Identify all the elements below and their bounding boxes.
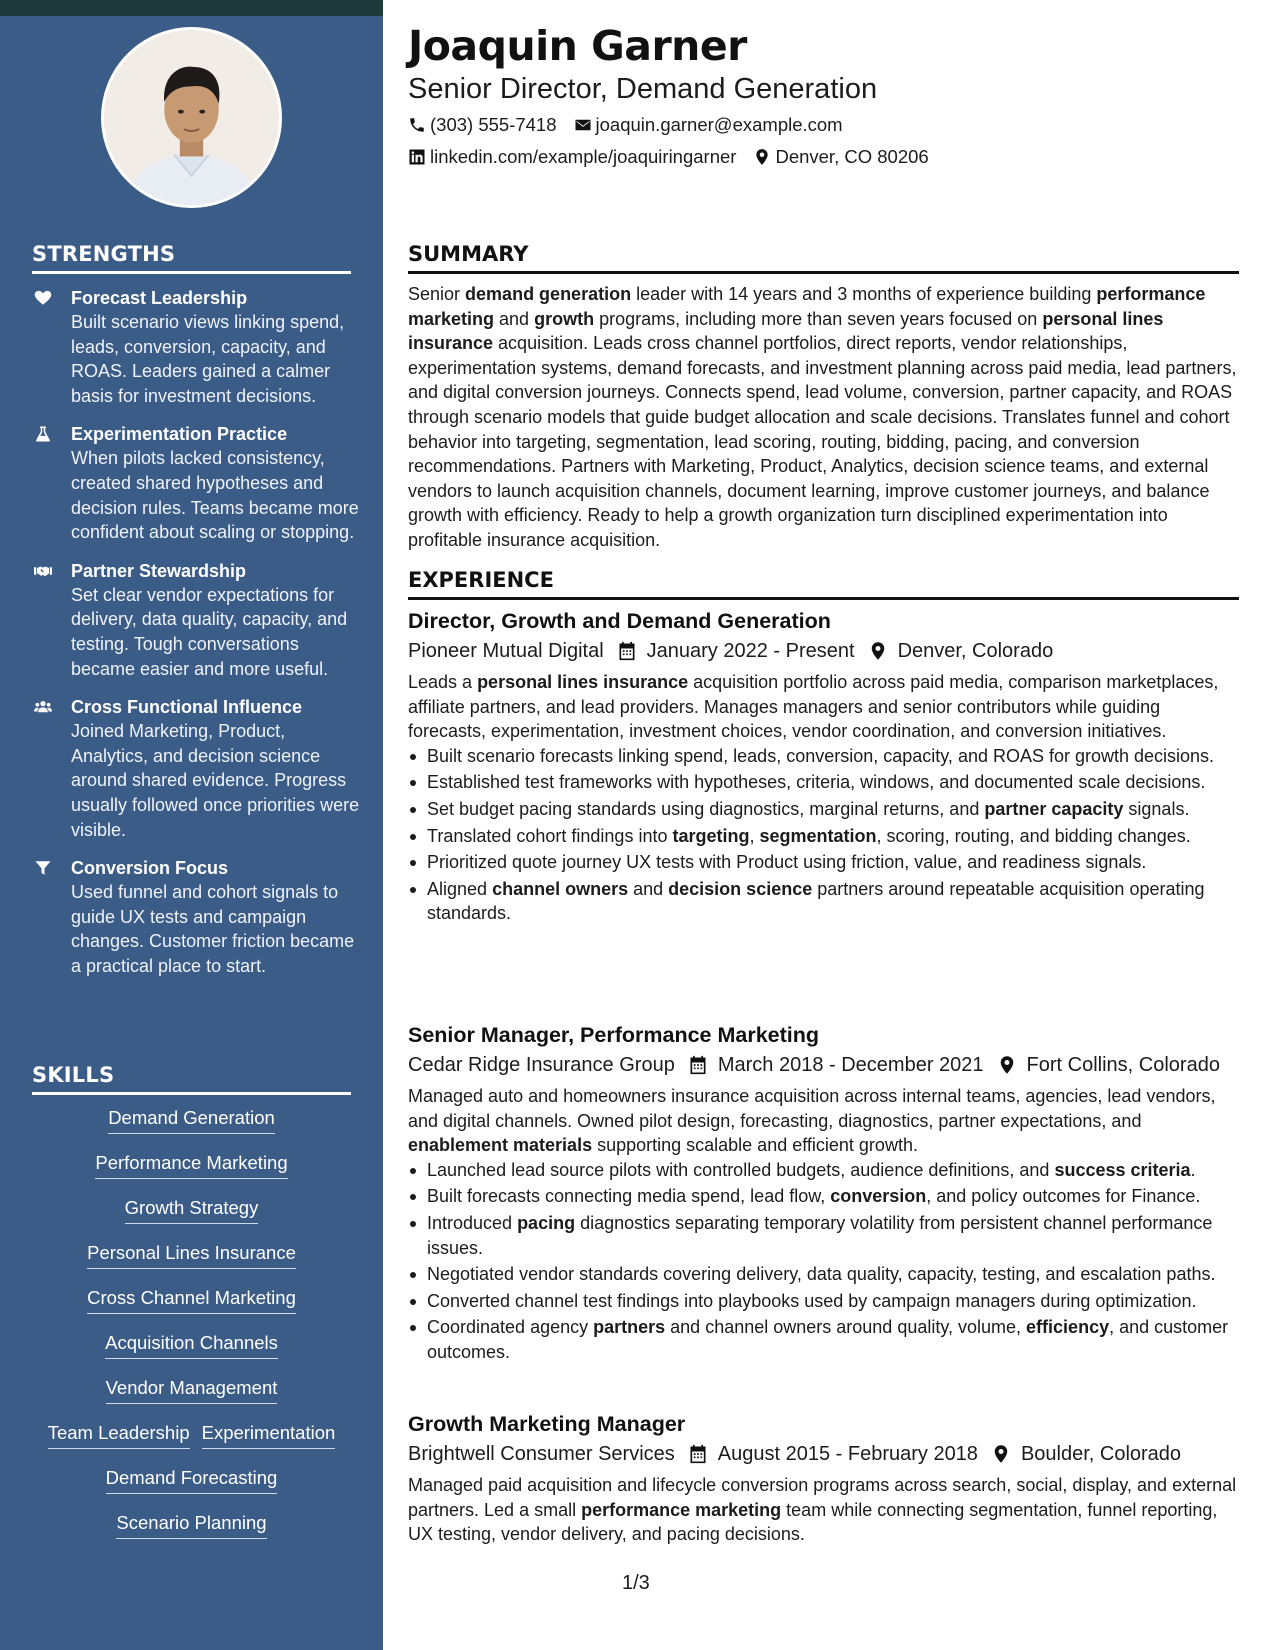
text-run: Coordinated agency <box>427 1317 594 1338</box>
text-run: Prioritized quote journey UX tests with Product using friction, value, and readiness signals. <box>427 852 1147 873</box>
linkedin-icon <box>408 148 426 166</box>
company-name: Cedar Ridge Insurance Group <box>408 1054 675 1076</box>
strength-item <box>32 695 362 842</box>
job-bullet <box>408 797 1240 822</box>
experience-heading: EXPERIENCE <box>408 568 1239 600</box>
text-run: Managed auto and homeowners insurance acquisition across internal teams, agencies, lead vendors, and digital channels. Owned pilot design, forecasting, diagnostics, partner expectations, and <box>408 1086 1216 1131</box>
page-number: 1/3 <box>622 1572 650 1594</box>
envelope-icon <box>574 116 592 134</box>
job-dates <box>617 638 855 664</box>
skill-tag: Cross Channel Marketing <box>87 1286 296 1314</box>
job-title: Senior Manager, Performance Marketing <box>408 1023 820 1047</box>
job-meta <box>408 1441 1240 1467</box>
text-run: Negotiated vendor standards covering delivery, data quality, capacity, testing, and escalation paths. <box>427 1264 1216 1285</box>
strengths-heading: STRENGTHS <box>32 242 351 274</box>
phone-icon <box>408 116 426 134</box>
job-bullet <box>408 824 1240 849</box>
bold-keyword: segmentation <box>759 825 877 846</box>
job-bullet <box>408 850 1240 875</box>
text-run: , and customer outcomes. <box>427 1317 1229 1362</box>
job-bullet <box>408 877 1240 926</box>
text-run: and <box>494 308 535 329</box>
strength-description: Built scenario views linking spend, leads, conversion, capacity, and ROAS. Leaders gained a calmer basis for investment decisions. <box>71 312 345 406</box>
job-description <box>408 1473 1240 1547</box>
text-run: Leads a <box>408 672 478 692</box>
job-location <box>868 638 1054 664</box>
bold-keyword: personal lines insurance <box>408 308 1164 354</box>
strength-item <box>32 856 362 978</box>
bold-keyword: channel owners <box>492 878 629 899</box>
strength-item <box>32 559 362 681</box>
skill-tag: Personal Lines Insurance <box>87 1241 296 1269</box>
job-bullet <box>408 1289 1240 1314</box>
job-bullets <box>408 1158 1240 1365</box>
job-bullet <box>408 770 1240 795</box>
bold-keyword: efficiency <box>1026 1317 1110 1338</box>
sidebar <box>0 0 383 1650</box>
text-run: Aligned <box>427 878 493 899</box>
text-run: team while connecting segmentation, funnel reporting, UX testing, vendor delivery, and pacing decisions. <box>408 1499 1218 1545</box>
skill-tag: Demand Forecasting <box>106 1466 278 1494</box>
skill-tag: Experimentation <box>202 1421 336 1449</box>
job-dates-text: January 2022 - Present <box>646 640 855 662</box>
heart-icon <box>33 289 53 307</box>
job-dates <box>688 1441 978 1467</box>
candidate-name: Joaquin Garner <box>408 22 747 70</box>
map-pin-icon <box>997 1055 1017 1075</box>
text-run: acquisition. Leads cross channel portfolios, direct reports, vendor relationships, experimentation systems, demand forecasts, and investment planning across paid media, lead partners, and digital conversion journeys. Connects spend, lead volume, conversion, partner capacity, and ROAS through scenario models that guide budget allocation and scale decisions. Translates funnel and cohort behavior into targeting, segmentation, lead scoring, routing, bidding, pacing, and conversion recommendations. Partners with Marketing, Product, Analytics, decision science teams, and external vendors to launch acquisition channels, document learning, improve customer journeys, and balance growth with efficiency. Ready to help a growth organization turn disciplined experimentation into profitable insurance acquisition. <box>408 333 1237 550</box>
job-meta <box>408 638 1240 664</box>
text-run: and channel owners around quality, volume, <box>665 1317 1027 1338</box>
users-icon <box>33 698 53 716</box>
bold-keyword: personal lines insurance <box>477 672 689 692</box>
skill-tag: Growth Strategy <box>125 1196 259 1224</box>
job-bullet <box>408 1158 1240 1183</box>
skills-list <box>32 1106 351 1556</box>
candidate-title: Senior Director, Demand Generation <box>408 73 878 105</box>
location-text: Denver, CO 80206 <box>775 146 929 167</box>
job-description <box>408 670 1240 744</box>
strength-title: Forecast Leadership <box>71 288 248 308</box>
bold-keyword: demand generation <box>465 284 632 304</box>
company-name: Brightwell Consumer Services <box>408 1443 675 1465</box>
strength-title: Conversion Focus <box>71 858 229 879</box>
job-location-text: Denver, Colorado <box>897 640 1054 662</box>
phone-text: (303) 555-7418 <box>430 114 557 135</box>
text-run: supporting scalable and efficient growth. <box>592 1135 918 1156</box>
bold-keyword: targeting <box>672 825 750 846</box>
bold-keyword: partner capacity <box>984 798 1124 819</box>
handshake-icon <box>33 562 53 580</box>
bold-keyword: growth <box>534 308 595 329</box>
skill-tag: Performance Marketing <box>95 1151 287 1179</box>
job-dates <box>688 1052 984 1078</box>
phone-contact[interactable] <box>408 114 557 136</box>
job-location <box>991 1441 1181 1467</box>
email-text: joaquin.garner@example.com <box>595 114 843 135</box>
bold-keyword: performance marketing <box>408 284 1206 329</box>
map-pin-icon <box>753 148 771 166</box>
text-run: leader with 14 years and 3 months of experience building <box>631 284 1097 304</box>
job-dates-text: March 2018 - December 2021 <box>717 1054 984 1076</box>
bold-keyword: decision science <box>668 878 813 899</box>
job-entry <box>408 607 1240 928</box>
strength-description: When pilots lacked consistency, created shared hypotheses and decision rules. Teams became more confident about scaling or stopping. <box>71 448 359 543</box>
sidebar-top-bar <box>0 0 383 16</box>
company-name: Pioneer Mutual Digital <box>408 640 604 662</box>
contact-row <box>408 114 860 136</box>
skill-tag: Demand Generation <box>108 1106 275 1134</box>
avatar-illustration <box>104 30 279 205</box>
text-run: Converted channel test findings into playbooks used by campaign managers during optimization. <box>427 1290 1197 1311</box>
job-bullets <box>408 744 1240 926</box>
location-contact <box>753 146 928 168</box>
job-description <box>408 1084 1240 1158</box>
map-pin-icon <box>868 641 888 661</box>
strength-title: Partner Stewardship <box>71 560 247 581</box>
calendar-icon <box>688 1055 708 1075</box>
text-run: Built forecasts connecting media spend, lead flow, <box>427 1186 831 1207</box>
text-run: Built scenario forecasts linking spend, leads, conversion, capacity, and ROAS for growth decisions. <box>427 745 1215 766</box>
text-run: . <box>1190 1159 1196 1180</box>
strength-item <box>32 422 362 544</box>
linkedin-contact[interactable] <box>408 146 736 168</box>
text-run: Translated cohort findings into <box>427 825 673 846</box>
bold-keyword: enablement materials <box>408 1135 593 1156</box>
summary-heading: SUMMARY <box>408 242 1239 274</box>
text-run: signals. <box>1123 798 1190 819</box>
job-dates-text: August 2015 - February 2018 <box>717 1443 978 1465</box>
strength-title: Experimentation Practice <box>71 424 288 445</box>
job-bullet <box>408 1211 1240 1260</box>
linkedin-text: linkedin.com/example/joaquiringarner <box>430 146 737 167</box>
text-run: partners around repeatable acquisition operating standards. <box>427 878 1205 924</box>
job-bullet <box>408 1184 1240 1209</box>
skill-tag: Scenario Planning <box>116 1511 266 1539</box>
strength-item <box>32 286 362 408</box>
text-run: , <box>749 825 760 846</box>
calendar-icon <box>617 641 637 661</box>
bold-keyword: partners <box>593 1317 666 1338</box>
job-location-text: Boulder, Colorado <box>1020 1443 1182 1465</box>
skill-tag: Acquisition Channels <box>105 1331 278 1359</box>
text-run: and <box>628 878 669 899</box>
skill-tag: Team Leadership <box>48 1421 190 1449</box>
filter-icon <box>33 859 53 877</box>
strength-description: Set clear vendor expectations for delivery, data quality, capacity, and testing. Tough conversations became easier and more useful. <box>71 584 348 679</box>
job-bullet <box>408 1262 1240 1287</box>
job-location <box>997 1052 1220 1078</box>
email-contact[interactable] <box>574 114 843 136</box>
bold-keyword: conversion <box>830 1186 927 1207</box>
job-title: Growth Marketing Manager <box>408 1412 686 1436</box>
summary-text <box>408 282 1240 553</box>
text-run: programs, including more than seven years focused on <box>594 308 1043 329</box>
strength-description: Used funnel and cohort signals to guide UX tests and campaign changes. Customer friction became a practical place to start. <box>71 882 355 976</box>
text-run: Set budget pacing standards using diagnostics, marginal returns, and <box>427 798 985 819</box>
job-meta <box>408 1052 1240 1078</box>
text-run: Established test frameworks with hypotheses, criteria, windows, and documented scale decisions. <box>427 772 1206 793</box>
strength-description: Joined Marketing, Product, Analytics, and decision science around shared evidence. Progress usually followed once priorities were visible. <box>71 721 360 840</box>
text-run: acquisition portfolio across paid media, comparison marketplaces, affiliate partners, and lead providers. Manages managers and senior contributors while guiding forecasts, experimentation, investment choices, vendor coordination, and conversion initiatives. <box>408 672 1219 742</box>
text-run: diagnostics separating temporary volatility from persistent channel performance issues. <box>427 1212 1213 1258</box>
strengths-list <box>32 286 362 992</box>
text-run: , scoring, routing, and bidding changes. <box>876 825 1191 846</box>
skills-heading: SKILLS <box>32 1063 351 1095</box>
text-run: Introduced <box>427 1212 518 1233</box>
flask-icon <box>33 425 53 443</box>
bold-keyword: success criteria <box>1054 1159 1191 1180</box>
text-run: , and policy outcomes for Finance. <box>926 1186 1201 1207</box>
text-run: Managed paid acquisition and lifecycle conversion programs across search, social, display, and external partners. Led a small <box>408 1475 1237 1520</box>
contact-row <box>408 146 946 168</box>
profile-photo <box>101 27 282 208</box>
calendar-icon <box>688 1444 708 1464</box>
skill-tag: Vendor Management <box>106 1376 278 1404</box>
job-entry <box>408 1410 1240 1547</box>
text-run: Launched lead source pilots with controlled budgets, audience definitions, and <box>427 1159 1055 1180</box>
job-bullet <box>408 744 1240 769</box>
bold-keyword: pacing <box>517 1212 576 1233</box>
map-pin-icon <box>991 1444 1011 1464</box>
job-title: Director, Growth and Demand Generation <box>408 609 831 633</box>
strength-title: Cross Functional Influence <box>71 697 303 718</box>
job-location-text: Fort Collins, Colorado <box>1026 1054 1220 1076</box>
text-run: Senior <box>408 284 466 304</box>
bold-keyword: performance marketing <box>581 1499 782 1520</box>
job-bullet <box>408 1315 1240 1364</box>
job-entry <box>408 1021 1240 1367</box>
